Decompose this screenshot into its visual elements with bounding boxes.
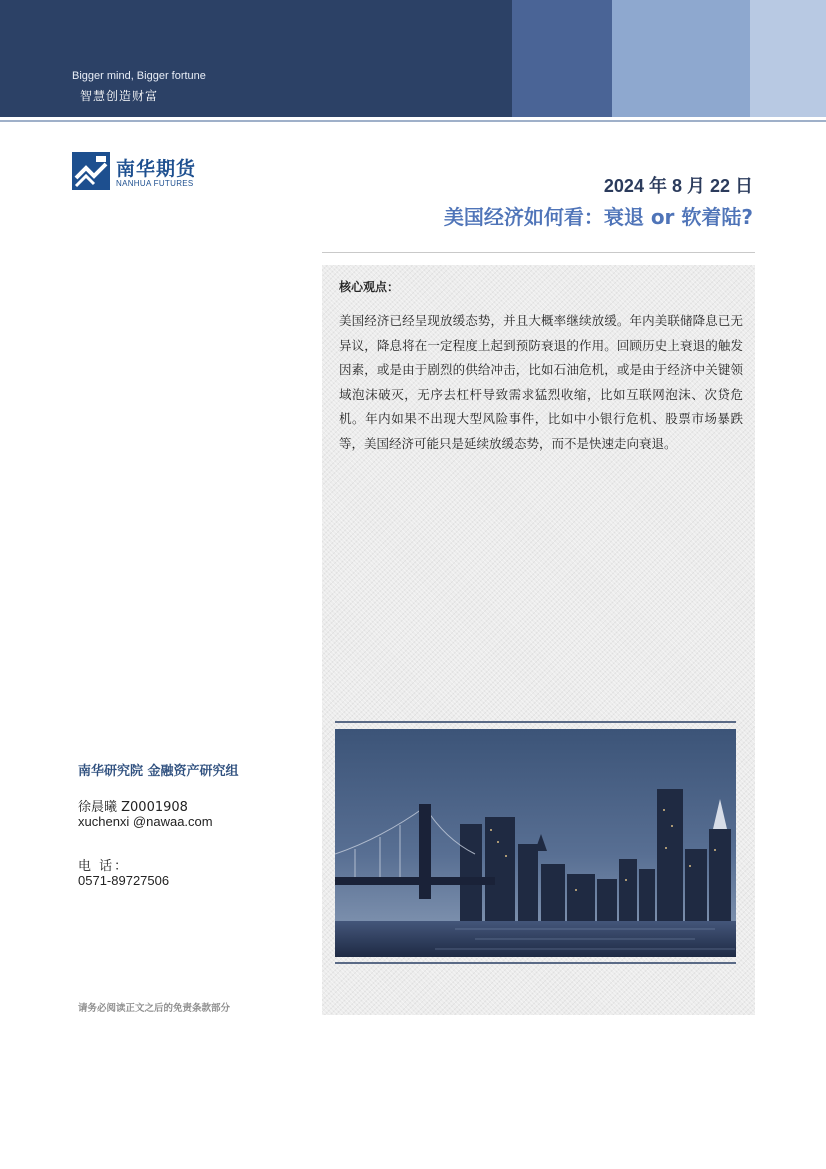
slogan-chinese: 智慧创造财富 <box>80 89 159 103</box>
city-skyline-image <box>335 729 736 957</box>
company-name-chinese: 南华期货 <box>116 158 197 180</box>
report-date: 2024 年 8 月 22 日 <box>603 176 753 196</box>
research-department: 南华研究院 金融资产研究组 <box>78 764 239 779</box>
slogan-english: Bigger mind, Bigger fortune <box>72 70 206 82</box>
image-top-rule <box>335 721 736 723</box>
banner-panel <box>750 0 826 117</box>
author-name: 徐晨曦 Z0001908 <box>78 800 188 815</box>
report-title: 美国经济如何看：衰退 or 软着陆? <box>443 205 753 229</box>
phone-number: 0571-89727506 <box>78 873 170 888</box>
image-bottom-rule <box>335 962 736 964</box>
phone-label: 电 话： <box>78 859 130 874</box>
company-name-english: NANHUA FUTURES <box>116 179 194 188</box>
banner-panel <box>612 0 750 117</box>
banner-panel <box>512 0 612 117</box>
author-email[interactable]: xuchenxi @nawaa.com <box>78 814 213 829</box>
nanhua-logo-icon <box>72 152 110 190</box>
header-divider <box>0 120 826 122</box>
title-divider <box>322 252 755 253</box>
disclaimer-note: 请务必阅读正文之后的免责条款部分 <box>78 1003 231 1014</box>
core-view-heading: 核心观点： <box>339 280 400 294</box>
core-view-text: 美国经济已经呈现放缓态势，并且大概率继续放缓。年内美联储降息已无异议，降息将在一定程度上起到预防衰退的作用。回顾历史上衰退的触发因素，或是由于剧烈的供给冲击，比如石油危机，或是由于经济中关键领域泡沫破灭，无序去杠杆导致需求猛烈收缩，比如互联网泡沫、次贷危机。年内如果不出现大型风险事件，比如中小银行危机、股票市场暴跌等，美国经济可能只是延续放缓态势，而不是快速走向衰退。 <box>339 313 743 451</box>
company-logo <box>72 152 212 192</box>
header-banner <box>0 0 826 117</box>
